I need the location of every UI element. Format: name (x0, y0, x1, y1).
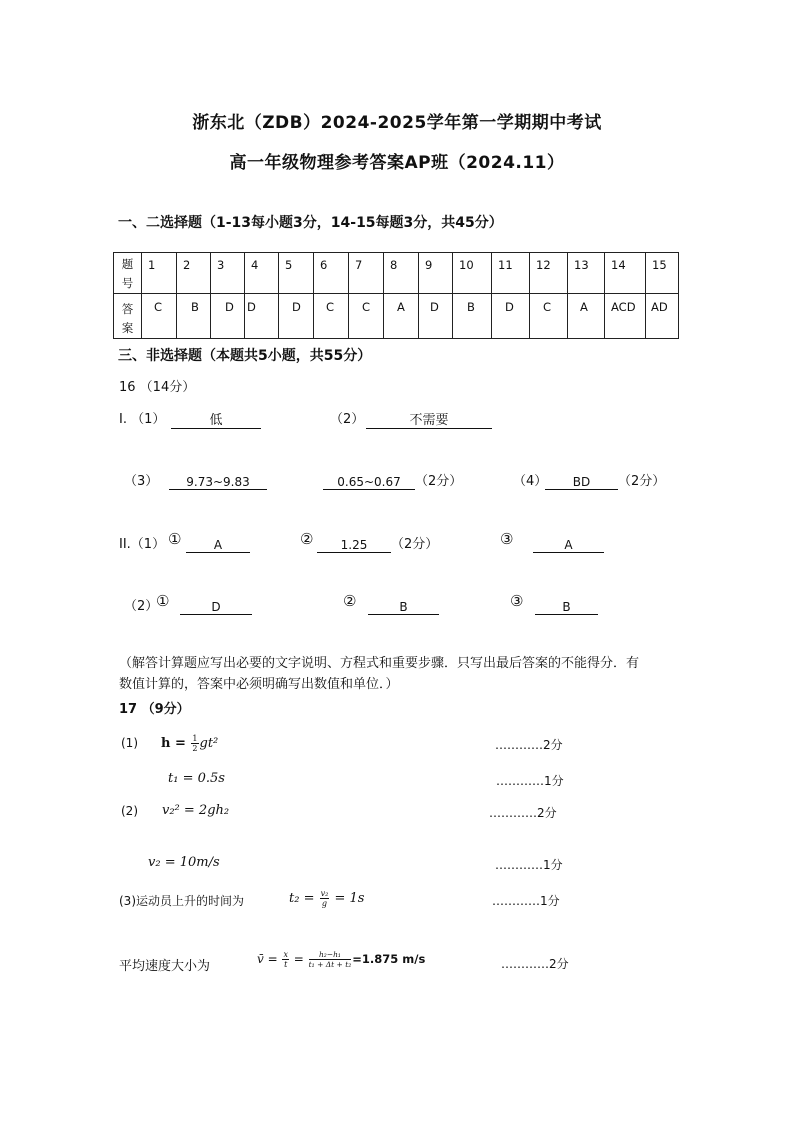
part-label: (2) (121, 804, 138, 818)
number-cell: 1 (142, 253, 177, 294)
fraction: $\frac{\text{v₂}}{g}$ (320, 889, 329, 908)
score-dots: …………2分 (495, 738, 563, 752)
answer-cell: ACD (605, 294, 646, 339)
answer-table (113, 252, 679, 339)
eq-lhs: t₂ = (289, 891, 319, 906)
table-header-cell (114, 253, 142, 294)
number-cell: 14 (605, 253, 646, 294)
score-dots: …………1分 (496, 774, 564, 788)
answer-cell: C (530, 294, 568, 339)
answer-blank: A (533, 538, 604, 553)
number-cell: 8 (384, 253, 419, 294)
circled-three: ③ (510, 592, 524, 610)
circled-one: ① (168, 530, 182, 548)
section3-heading: 三、非选择题（本题共5小题，共55分） (118, 348, 372, 364)
header-char: 答 (121, 302, 134, 316)
number-cell: 12 (530, 253, 568, 294)
circled-two: ② (300, 530, 314, 548)
answer-cell: D (419, 294, 453, 339)
answer-blank: 低 (171, 414, 261, 429)
answer-cell: AD (646, 294, 679, 339)
score-label: （2分） (415, 474, 463, 489)
circled-three: ③ (500, 530, 514, 548)
answer-cell: C (314, 294, 349, 339)
fraction: $\frac{1}{2}$ (192, 734, 198, 753)
answer-cell: D (211, 294, 245, 339)
answer-cell: A (384, 294, 419, 339)
avg-speed-text: 平均速度大小为 (119, 959, 211, 974)
answer-cell: C (142, 294, 177, 339)
q16-I3-label: （3） (124, 474, 159, 489)
q16-II2-prefix: （2） (124, 599, 159, 614)
number-cell: 15 (646, 253, 679, 294)
table-row-answers (114, 294, 679, 339)
exam-subtitle: 高一年级物理参考答案AP班（2024.11） (229, 153, 565, 173)
q16-title: 16 （14分） (119, 380, 196, 395)
equation-5 (289, 889, 364, 908)
fraction: $\frac{\text{h₂−h₁}}{\text{t₁ + Δt + t₂}}$ (308, 950, 352, 969)
q16-I4-label: （4） (513, 474, 548, 489)
answer-cell: D (492, 294, 530, 339)
answer-blank: D (180, 600, 252, 615)
equation-3: v₂² = 2gh₂ (162, 803, 230, 818)
q17-title: 17 （9分） (119, 702, 190, 717)
number-cell: 3 (211, 253, 245, 294)
answer-blank: 0.65~0.67 (323, 475, 415, 490)
header-char: 号 (121, 276, 134, 290)
part3-text: (3)运动员上升的时间为 (119, 894, 244, 908)
answer-blank: A (186, 538, 250, 553)
number-cell: 2 (177, 253, 211, 294)
instruction-note-line1: （解答计算题应写出必要的文字说明、方程式和重要步骤．只写出最后答案的不能得分．有 (119, 656, 640, 671)
number-cell: 13 (568, 253, 605, 294)
number-cell: 5 (279, 253, 314, 294)
score-dots: …………1分 (492, 894, 560, 908)
equation-2: t₁ = 0.5s (168, 771, 225, 786)
answer-blank: 1.25 (317, 538, 391, 553)
equation-1 (161, 734, 218, 753)
q16-I-prefix: I. （1） (119, 412, 166, 427)
answer-cell: D (279, 294, 314, 339)
answer-cell: A (568, 294, 605, 339)
section1-heading: 一、二选择题（1-13每小题3分，14-15每题3分，共45分） (118, 215, 503, 231)
score-label: （2分） (391, 537, 439, 552)
answer-cell: D (245, 294, 279, 339)
equation-6: v̄ = $\frac{x}{t}$ = $\frac{\text{h₂−h₁}}{\text{t₁ + Δt + t₂}}$ =1.875 m/s (257, 950, 426, 969)
eq-rhs: =1.875 m/s (352, 952, 426, 966)
answer-cell: C (349, 294, 384, 339)
header-char: 案 (121, 321, 134, 335)
score-dots: …………2分 (489, 806, 557, 820)
circled-two: ② (343, 592, 357, 610)
answer-cell: B (177, 294, 211, 339)
number-cell: 7 (349, 253, 384, 294)
part-label: (1) (121, 736, 138, 750)
score-dots: …………1分 (495, 858, 563, 872)
score-label: （2分） (618, 474, 666, 489)
answer-blank: BD (545, 475, 618, 490)
q16-II-prefix: II.（1） (119, 537, 166, 552)
score-dots: …………2分 (501, 957, 569, 971)
answer-cell: B (453, 294, 492, 339)
eq-rhs: gt² (199, 736, 219, 751)
table-header-cell (114, 294, 142, 339)
answer-blank: 不需要 (366, 414, 492, 429)
number-cell: 6 (314, 253, 349, 294)
number-cell: 9 (419, 253, 453, 294)
answer-blank: B (368, 600, 439, 615)
circled-one: ① (156, 592, 170, 610)
number-cell: 10 (453, 253, 492, 294)
instruction-note-line2: 数值计算的，答案中必须明确写出数值和单位．） (119, 677, 399, 692)
equation-4: v₂ = 10m/s (148, 855, 220, 870)
answer-blank: B (535, 600, 598, 615)
exam-title: 浙东北（ZDB）2024-2025学年第一学期期中考试 (192, 113, 602, 133)
table-row-numbers (114, 253, 679, 294)
eq-lhs: h = (161, 736, 191, 751)
answer-blank: 9.73~9.83 (169, 475, 267, 490)
header-char: 题 (121, 257, 134, 271)
eq-rhs: = 1s (330, 891, 365, 906)
number-cell: 11 (492, 253, 530, 294)
fraction: $\frac{x}{t}$ (283, 950, 288, 969)
eq-lhs: v̄ = (257, 952, 282, 966)
number-cell: 4 (245, 253, 279, 294)
q16-I2-label: （2） (330, 412, 365, 427)
